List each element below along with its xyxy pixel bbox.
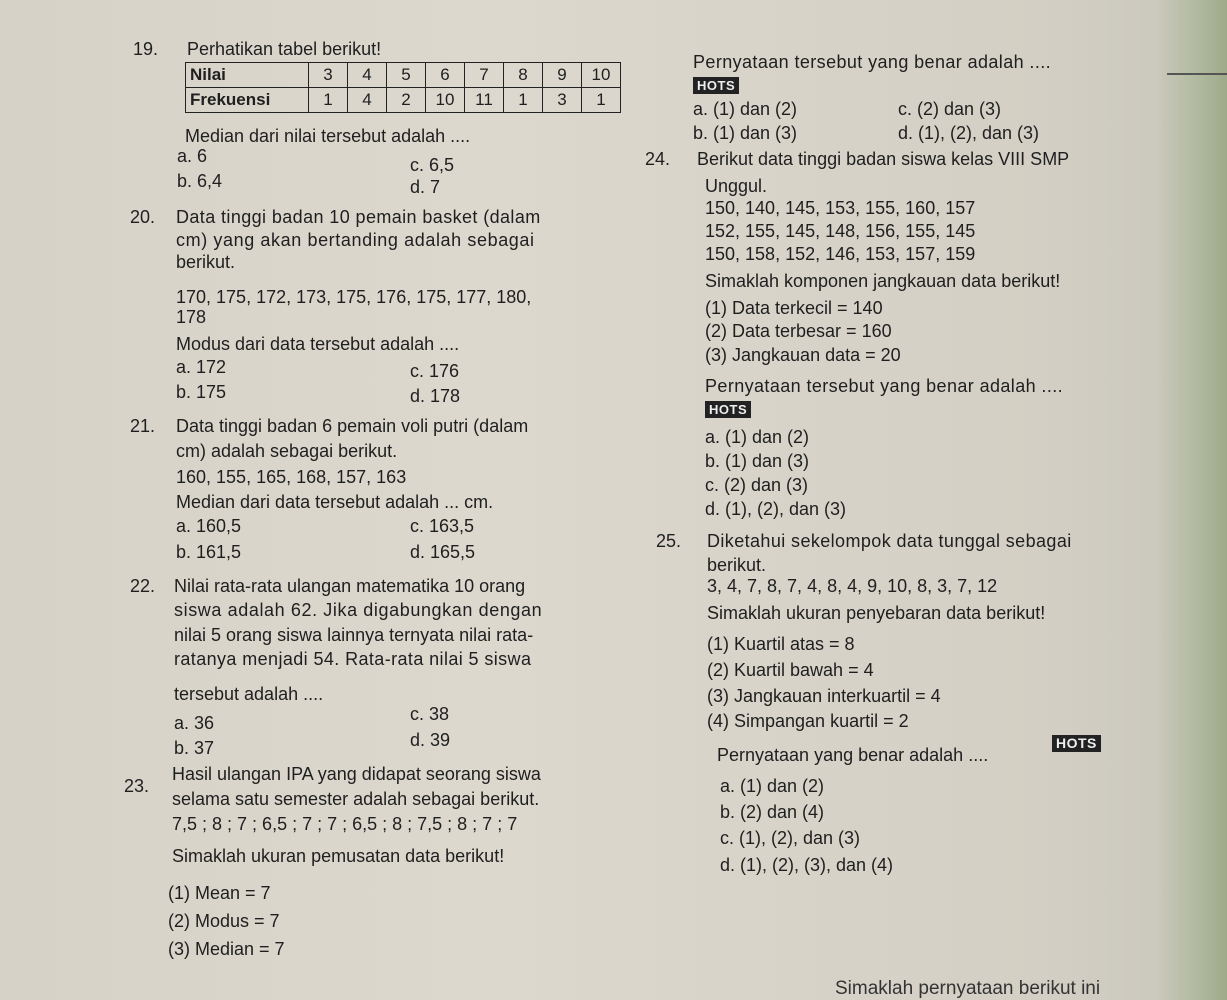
q24-statement-3: (3) Jangkauan data = 20: [705, 345, 901, 365]
table-row-nilai: [186, 63, 621, 88]
q22-number: 22.: [130, 576, 156, 596]
q24-hots-badge: HOTS: [705, 401, 751, 418]
q25-number: 25.: [656, 531, 682, 551]
q19-number: 19.: [133, 39, 159, 59]
q21-question: Median dari data tersebut adalah ... cm.: [176, 492, 494, 512]
q19-option-b: b. 6,4: [177, 171, 223, 191]
q24-option-c: c. (2) dan (3): [705, 475, 809, 495]
q24-data-1: 150, 140, 145, 153, 155, 160, 157: [705, 198, 976, 218]
table-cell: 1: [504, 88, 543, 113]
margin-rule: [1167, 73, 1227, 75]
table-cell: 1: [582, 88, 621, 113]
q21-data: 160, 155, 165, 168, 157, 163: [176, 467, 407, 487]
q25-hots-badge: HOTS: [1052, 735, 1101, 752]
q21-option-c: c. 163,5: [410, 516, 475, 536]
q24-number: 24.: [645, 149, 671, 169]
q22-option-b: b. 37: [174, 738, 215, 758]
table-cell: 5: [387, 63, 426, 88]
q25-option-d: d. (1), (2), (3), dan (4): [720, 855, 894, 875]
q21-option-a: a. 160,5: [176, 516, 242, 536]
table-cell: 11: [465, 88, 504, 113]
q22-line-5: tersebut adalah ....: [174, 684, 324, 704]
q21-line-1: Data tinggi badan 6 pemain voli putri (dalam: [176, 416, 529, 436]
q25-statement-4: (4) Simpangan kuartil = 2: [707, 711, 909, 731]
q25-statement-prompt: Pernyataan yang benar adalah ....: [717, 745, 989, 765]
q24-statement-prompt: Pernyataan tersebut yang benar adalah ....: [705, 376, 1064, 396]
q21-line-2: cm) adalah sebagai berikut.: [176, 441, 398, 461]
q23-statement-1: (1) Mean = 7: [168, 883, 271, 903]
q24-line-2: Unggul.: [705, 176, 768, 196]
q20-data-1: 170, 175, 172, 173, 175, 176, 175, 177, 180,: [176, 287, 532, 307]
table-header-frekuensi: Frekuensi: [186, 88, 309, 113]
q22-line-2: siswa adalah 62. Jika digabungkan dengan: [174, 600, 543, 620]
q23-instruction: Simaklah ukuran pemusatan data berikut!: [172, 846, 505, 866]
q19-question: Median dari nilai tersebut adalah ....: [185, 126, 471, 146]
q22-option-c: c. 38: [410, 704, 450, 724]
q25-option-a: a. (1) dan (2): [720, 776, 825, 796]
q23-statement-3: (3) Median = 7: [168, 939, 285, 959]
q23-line-2: selama satu semester adalah sebagai berikut.: [172, 789, 540, 809]
table-cell: 3: [309, 63, 348, 88]
q24-statement-2: (2) Data terbesar = 160: [705, 321, 892, 341]
table-cell: 3: [543, 88, 582, 113]
q24-option-b: b. (1) dan (3): [705, 451, 810, 471]
q23-option-c: c. (2) dan (3): [898, 99, 1002, 119]
table-cell: 8: [504, 63, 543, 88]
table-header-nilai: Nilai: [186, 63, 309, 88]
q24-instruction: Simaklah komponen jangkauan data berikut!: [705, 271, 1061, 291]
q19-option-d: d. 7: [410, 177, 441, 197]
table-cell: 7: [465, 63, 504, 88]
q22-line-1: Nilai rata-rata ulangan matematika 10 orang: [174, 576, 526, 596]
q24-data-3: 150, 158, 152, 146, 153, 157, 159: [705, 244, 976, 264]
q21-number: 21.: [130, 416, 156, 436]
q25-data: 3, 4, 7, 8, 7, 4, 8, 4, 9, 10, 8, 3, 7, 12: [707, 576, 998, 596]
q21-option-b: b. 161,5: [176, 542, 242, 562]
q20-data-2: 178: [176, 307, 207, 327]
q19-prompt: Perhatikan tabel berikut!: [187, 39, 382, 59]
frequency-table: [185, 62, 621, 113]
q25-line-1: Diketahui sekelompok data tunggal sebagai: [707, 531, 1072, 551]
table-cell: 9: [543, 63, 582, 88]
q20-number: 20.: [130, 207, 156, 227]
table-cell: 10: [582, 63, 621, 88]
q25-option-b: b. (2) dan (4): [720, 802, 825, 822]
q20-option-b: b. 175: [176, 382, 227, 402]
q25-statement-3: (3) Jangkauan interkuartil = 4: [707, 686, 941, 706]
q24-statement-1: (1) Data terkecil = 140: [705, 298, 883, 318]
q25-line-2: berikut.: [707, 555, 767, 575]
q25-option-c: c. (1), (2), dan (3): [720, 828, 861, 848]
q25-statement-1: (1) Kuartil atas = 8: [707, 634, 855, 654]
table-row-frekuensi: [186, 88, 621, 113]
page-edge: [1157, 0, 1227, 1000]
q23-statement-prompt: Pernyataan tersebut yang benar adalah ....: [693, 52, 1052, 72]
q22-line-4: ratanya menjadi 54. Rata-rata nilai 5 siswa: [174, 649, 532, 669]
q23-hots-badge: HOTS: [693, 77, 739, 94]
q21-option-d: d. 165,5: [410, 542, 476, 562]
q20-option-c: c. 176: [410, 361, 460, 381]
q25-statement-2: (2) Kuartil bawah = 4: [707, 660, 874, 680]
q22-line-3: nilai 5 orang siswa lainnya ternyata nilai rata-: [174, 625, 534, 645]
q25-instruction: Simaklah ukuran penyebaran data berikut!: [707, 603, 1046, 623]
table-cell: 4: [348, 63, 387, 88]
q19-option-c: c. 6,5: [410, 155, 455, 175]
q24-option-d: d. (1), (2), dan (3): [705, 499, 847, 519]
table-cell: 10: [426, 88, 465, 113]
q23-line-1: Hasil ulangan IPA yang didapat seorang siswa: [172, 764, 541, 784]
q24-line-1: Berikut data tinggi badan siswa kelas VIII SMP: [697, 149, 1070, 169]
table-cell: 6: [426, 63, 465, 88]
q20-line-1: Data tinggi badan 10 pemain basket (dalam: [176, 207, 541, 227]
q23-statement-2: (2) Modus = 7: [168, 911, 280, 931]
q20-line-3: berikut.: [176, 252, 236, 272]
table-cell: 2: [387, 88, 426, 113]
q20-option-d: d. 178: [410, 386, 461, 406]
q23-number: 23.: [124, 776, 150, 796]
q23-option-d: d. (1), (2), dan (3): [898, 123, 1040, 143]
table-cell: 4: [348, 88, 387, 113]
q22-option-a: a. 36: [174, 713, 215, 733]
q24-data-2: 152, 155, 145, 148, 156, 155, 145: [705, 221, 976, 241]
q23-data: 7,5 ; 8 ; 7 ; 6,5 ; 7 ; 7 ; 6,5 ; 8 ; 7,5 ; 8 ; 7 ; 7: [172, 814, 518, 834]
q20-line-2: cm) yang akan bertanding adalah sebagai: [176, 230, 535, 250]
footer-text: Simaklah pernyataan berikut ini: [835, 978, 1101, 999]
q19-option-a: a. 6: [177, 146, 208, 166]
table-cell: 1: [309, 88, 348, 113]
q20-option-a: a. 172: [176, 357, 227, 377]
q23-option-a: a. (1) dan (2): [693, 99, 798, 119]
q22-option-d: d. 39: [410, 730, 451, 750]
q20-question: Modus dari data tersebut adalah ....: [176, 334, 460, 354]
q24-option-a: a. (1) dan (2): [705, 427, 810, 447]
q23-option-b: b. (1) dan (3): [693, 123, 798, 143]
